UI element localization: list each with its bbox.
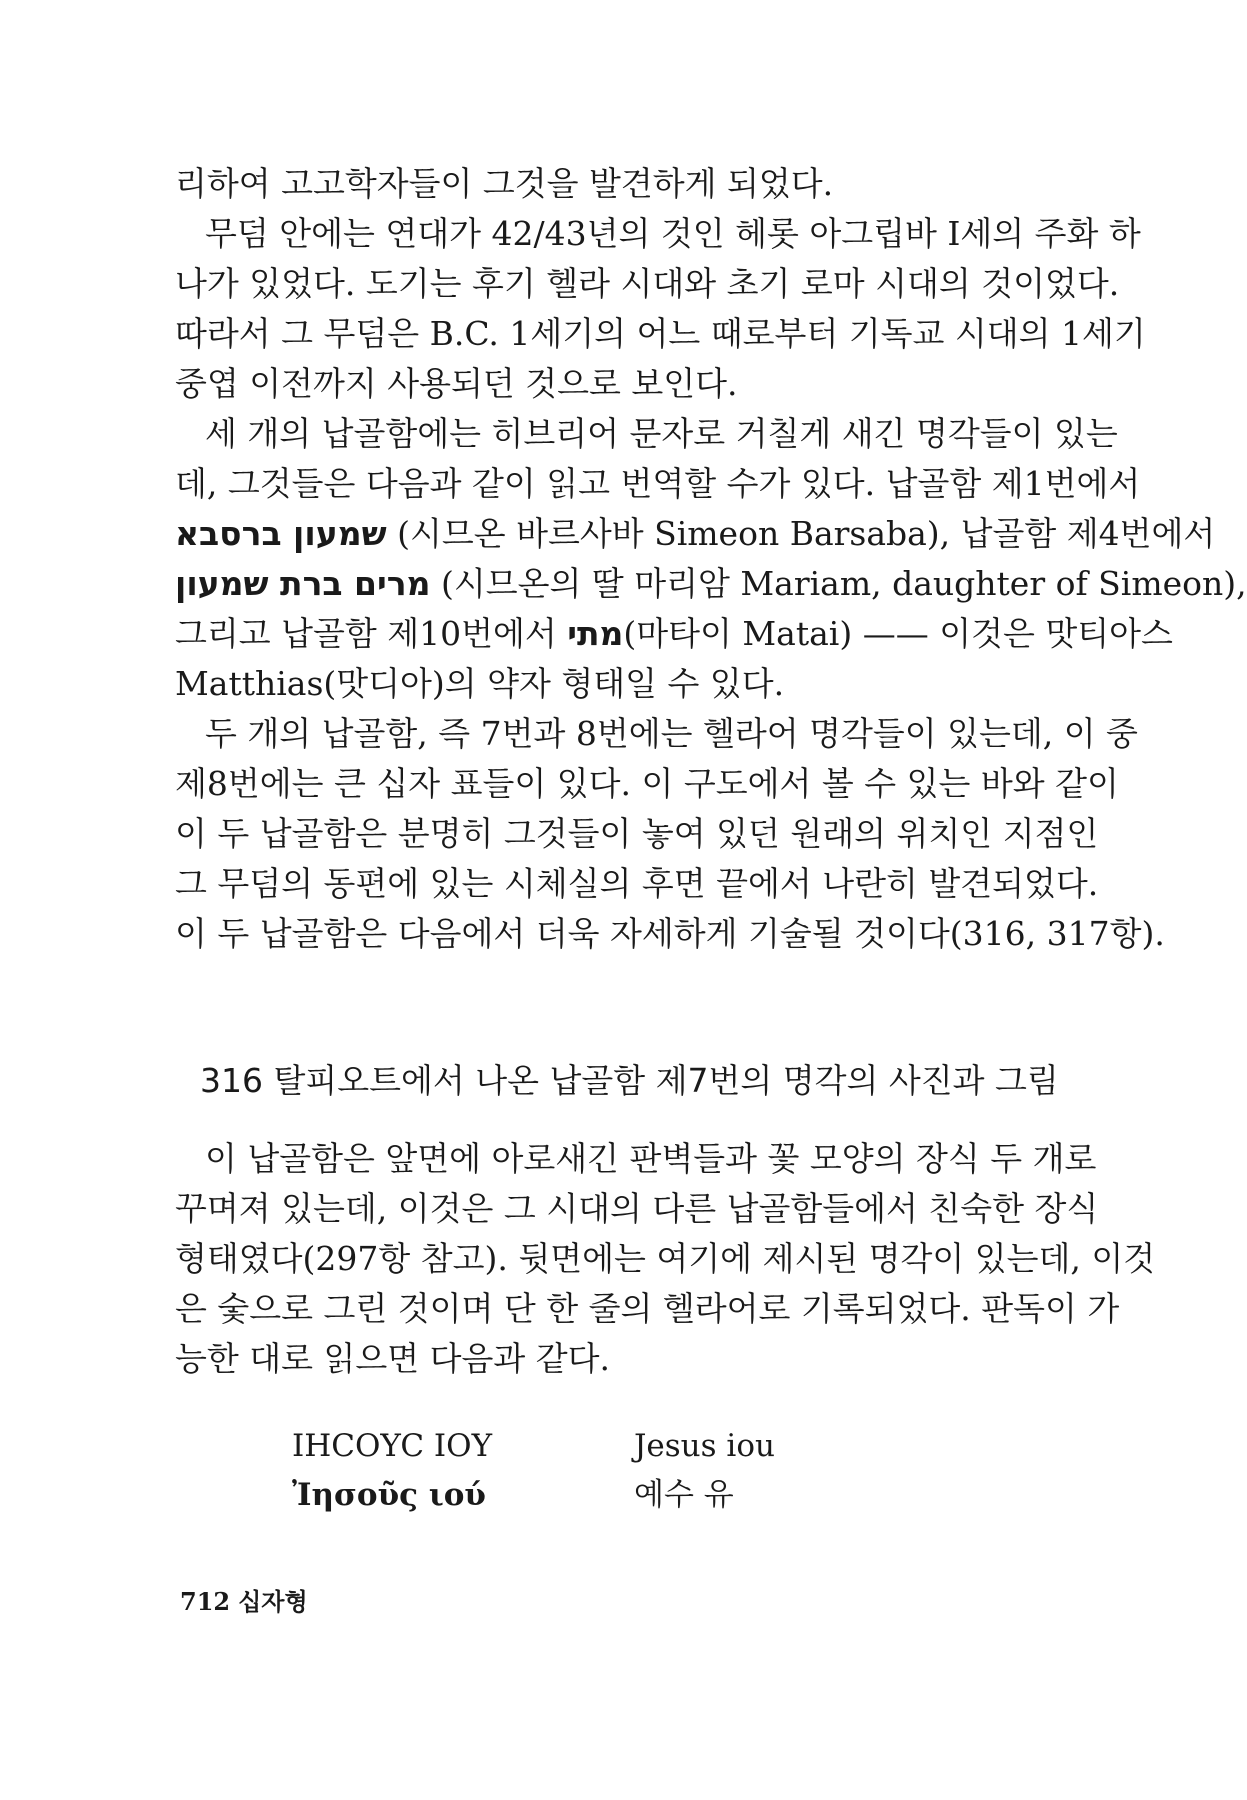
text-line: 중엽 이전까지 사용되던 것으로 보인다.: [175, 364, 738, 403]
text-line: 형태였다(297항 참고). 뒷면에는 여기에 제시된 명각이 있는데, 이것: [175, 1239, 1156, 1278]
inscription-korean: 예수 유: [634, 1477, 734, 1513]
text-line: [175, 610, 1173, 658]
text-line: 이 납골함은 앞면에 아로새긴 판벽들과 꽃 모양의 장식 두 개로: [205, 1139, 1097, 1178]
hebrew-inscription-10: מתי: [567, 614, 624, 653]
text-line: 제8번에는 큰 십자 표들이 있다. 이 구도에서 볼 수 있는 바와 같이: [175, 764, 1119, 803]
text-line: 리하여 고고학자들이 그것을 발견하게 되었다.: [175, 164, 834, 203]
text-line: 이 두 납골함은 다음에서 더욱 자세하게 기술될 것이다(316, 317항).: [175, 914, 1165, 953]
section-label: 십자형: [238, 1588, 308, 1616]
text-line: 나가 있었다. 도기는 후기 헬라 시대와 초기 로마 시대의 것이었다.: [175, 264, 1120, 303]
text-line: 은 숯으로 그린 것이며 단 한 줄의 헬라어로 기록되었다. 판독이 가: [175, 1289, 1120, 1328]
page-number: 712: [180, 1587, 231, 1616]
inscription-10-translation: (마타이 Matai) —— 이것은 맛티아스: [623, 614, 1173, 653]
inscription-translit: Jesus iou: [634, 1428, 775, 1464]
section-heading: 316 탈피오트에서 나온 납골함 제7번의 명각의 사진과 그림: [200, 1061, 1059, 1100]
page-footer: [180, 1582, 308, 1617]
text-line: 데, 그것들은 다음과 같이 읽고 번역할 수가 있다. 납골함 제1번에서: [175, 464, 1141, 503]
inscription-1-translation: (시므온 바르사바 Simeon Barsaba), 납골함 제4번에서: [386, 514, 1216, 553]
text-line: 꾸며져 있는데, 이것은 그 시대의 다른 납골함들에서 친숙한 장식: [175, 1189, 1099, 1228]
text-line: 세 개의 납골함에는 히브리어 문자로 거칠게 새긴 명각들이 있는: [205, 414, 1118, 453]
text-line: 그 무덤의 동편에 있는 시체실의 후면 끝에서 나란히 발견되었다.: [175, 864, 1099, 903]
hebrew-inscription-4: מרים ברת שמעון: [175, 564, 431, 603]
text-line: 능한 대로 읽으면 다음과 같다.: [175, 1339, 610, 1378]
text-line: Matthias(맛디아)의 약자 형태일 수 있다.: [175, 664, 785, 703]
inscription-greek: Ἰησοῦς ιού: [292, 1477, 486, 1513]
text-line: [175, 510, 1216, 558]
inscription-uncial: IHCOYC IOY: [292, 1428, 493, 1464]
text-line: 무덤 안에는 연대가 42/43년의 것인 헤롯 아그립바 I세의 주화 하: [205, 214, 1141, 253]
text-line: 두 개의 납골함, 즉 7번과 8번에는 헬라어 명각들이 있는데, 이 중: [205, 714, 1138, 753]
text-line: 이 두 납골함은 분명히 그것들이 놓여 있던 원래의 위치인 지점인: [175, 814, 1099, 853]
text-line: 따라서 그 무덤은 B.C. 1세기의 어느 때로부터 기독교 시대의 1세기: [175, 314, 1146, 353]
text-line: [175, 560, 1247, 608]
inscription-4-translation: (시므온의 딸 마리암 Mariam, daughter of Simeon),: [430, 564, 1247, 603]
inscription-10-intro: 그리고 납골함 제10번에서: [175, 614, 568, 653]
hebrew-inscription-1: שמעון ברסבא: [175, 514, 387, 553]
